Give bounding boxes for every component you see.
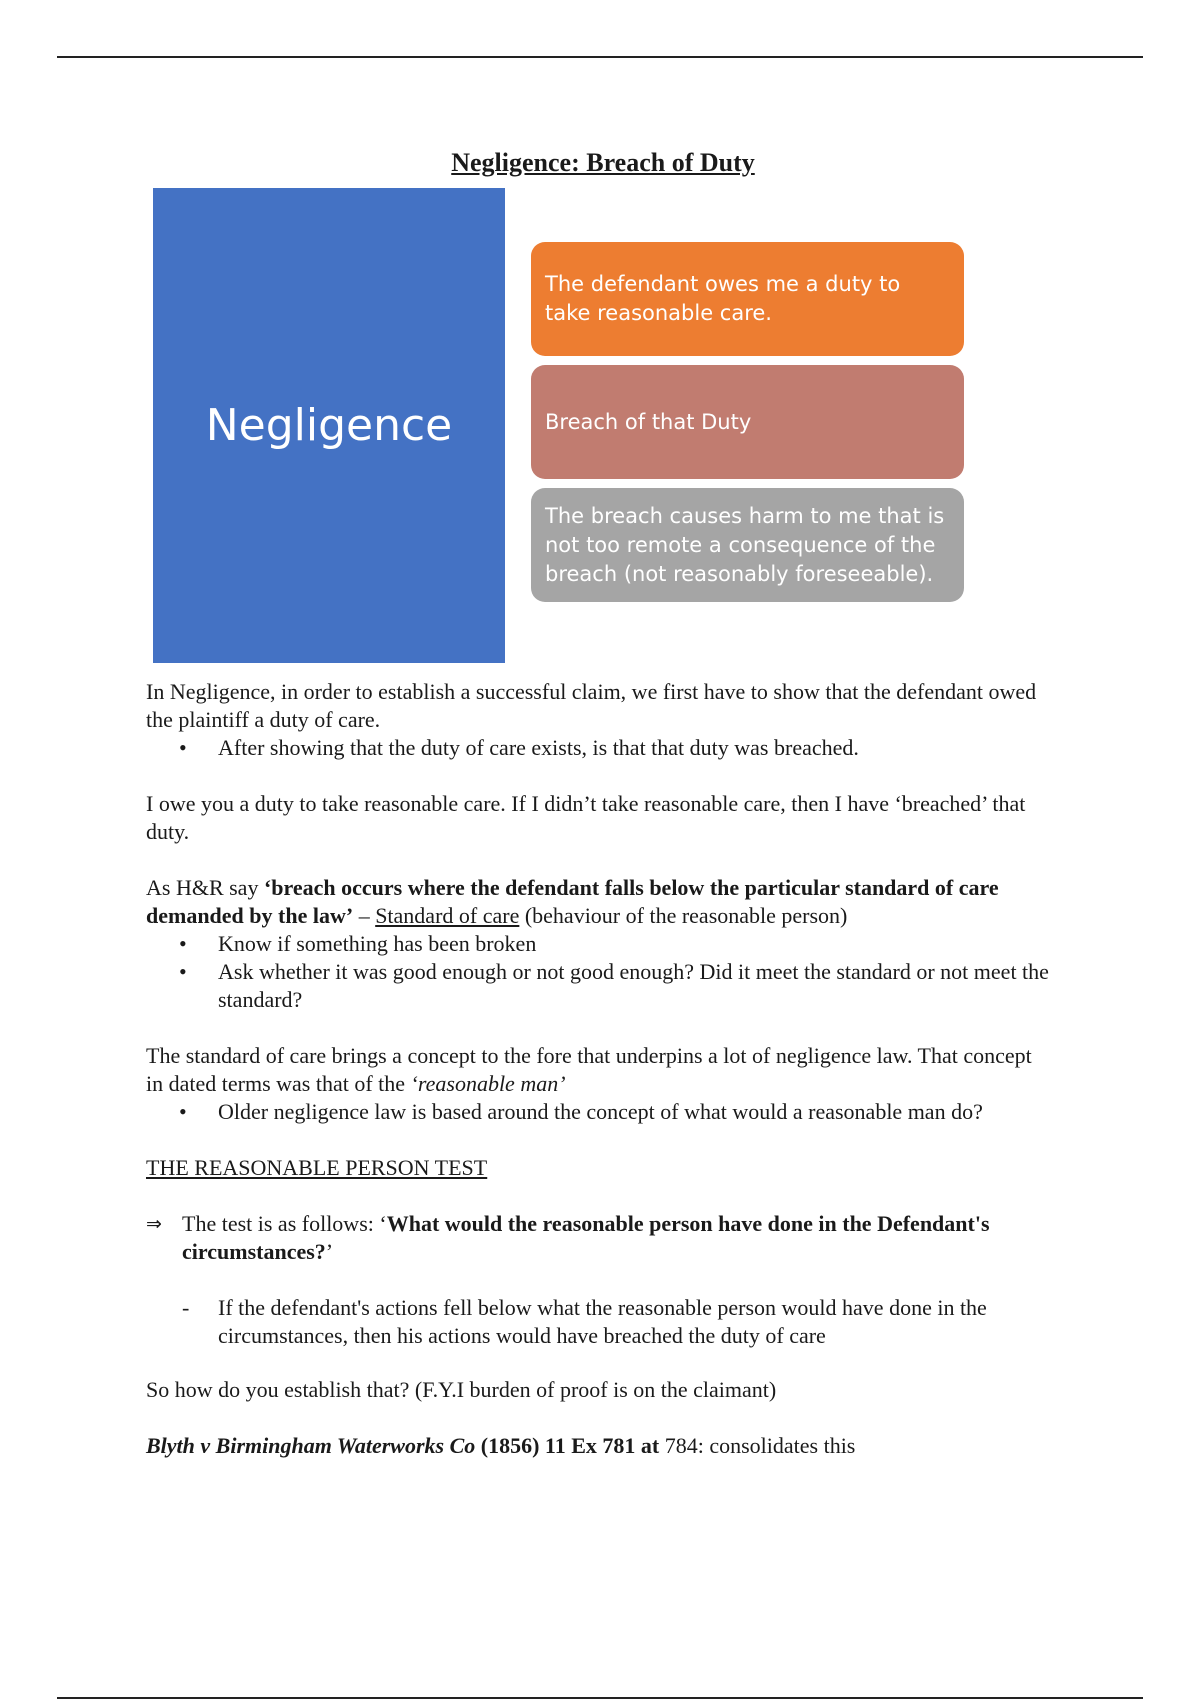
case-name: Blyth v Birmingham Waterworks Co <box>146 1433 476 1458</box>
negligence-diagram <box>153 188 993 663</box>
negligence-block <box>153 188 505 663</box>
list-item: • After showing that the duty of care exists, is that that duty was breached. <box>146 734 1051 762</box>
test-statement <box>146 1210 1051 1266</box>
hr-prefix: As H&R say <box>146 875 264 900</box>
hr-suffix: (behaviour of the reasonable person) <box>519 903 848 928</box>
arrow-icon: ⇒ <box>146 1213 162 1235</box>
test-question: What would the reasonable person have done in the Defendant's circumstances? <box>182 1211 990 1264</box>
test-detail <box>146 1294 1051 1350</box>
section-heading: THE REASONABLE PERSON TEST <box>146 1155 488 1180</box>
list-item: • Older negligence law is based around the concept of what would a reasonable man do? <box>146 1098 1051 1126</box>
case-citation <box>146 1432 1051 1460</box>
step-duty: The defendant owes me a duty to take reasonable care. <box>531 242 964 356</box>
list-item: • Know if something has been broken <box>146 930 1051 958</box>
hr-quote: ‘breach occurs where the defendant falls below the particular standard of care demanded by the law’ <box>146 875 999 928</box>
list-item: • Ask whether it was good enough or not good enough? Did it meet the standard or not meet the standard? <box>146 958 1051 1014</box>
test-suffix: ’ <box>325 1239 334 1264</box>
top-rule <box>57 56 1143 58</box>
page-title: Negligence: Breach of Duty <box>451 148 755 177</box>
standard-of-care-term: Standard of care <box>375 903 520 928</box>
step-harm: The breach causes harm to me that is not too remote a consequence of the breach (not reasonably foreseeable). <box>531 488 964 602</box>
negligence-label: Negligence <box>205 400 453 451</box>
case-rest: 784: consolidates this <box>664 1433 856 1458</box>
case-reference: (1856) 11 Ex 781 at <box>475 1433 665 1458</box>
intro-bullets <box>146 734 1051 762</box>
standard-paragraph <box>146 1042 1051 1098</box>
dash-marker: - <box>182 1295 190 1320</box>
standard-bullets <box>146 1098 1051 1126</box>
owe-paragraph: I owe you a duty to take reasonable care. If I didn’t take reasonable care, then I have ‘breached’ that duty. <box>146 791 1026 844</box>
bottom-rule <box>57 1697 1143 1699</box>
step-breach: Breach of that Duty <box>531 365 964 479</box>
hr-dash: – <box>353 903 376 928</box>
test-detail-text: If the defendant's actions fell below what the reasonable person would have done in the circumstances, then his actions would have breached the duty of care <box>218 1295 987 1348</box>
establish-paragraph: So how do you establish that? (F.Y.I burden of proof is on the claimant) <box>146 1377 777 1402</box>
reasonable-man-term: ‘reasonable man’ <box>410 1071 566 1096</box>
hr-bullets <box>146 930 1051 1014</box>
standard-prefix: The standard of care brings a concept to the fore that underpins a lot of negligence law. That concept in dated terms was that of the <box>146 1043 1032 1096</box>
document-body <box>146 678 1051 1460</box>
test-prefix: The test is as follows: ‘ <box>182 1211 387 1236</box>
hr-paragraph <box>146 874 1051 930</box>
intro-paragraph: In Negligence, in order to establish a successful claim, we first have to show that the defendant owed the plaintiff a duty of care. <box>146 679 1037 732</box>
